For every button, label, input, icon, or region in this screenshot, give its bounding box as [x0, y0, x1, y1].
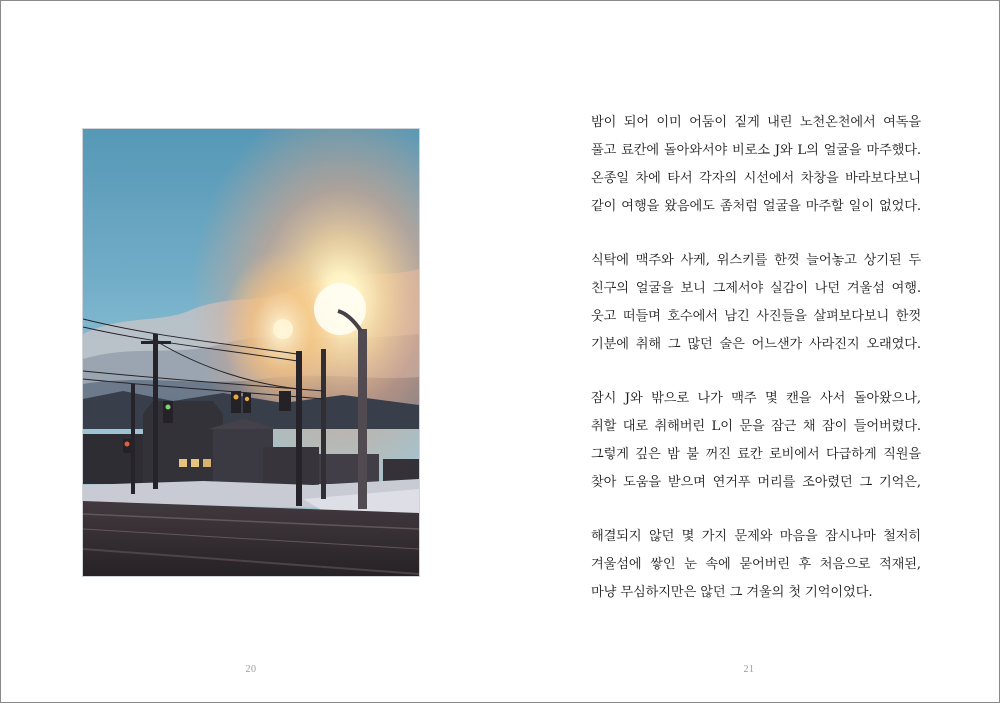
text-line: 식탁에 맥주와 사케, 위스키를 한껏 늘어놓고 상기된 두 [591, 253, 921, 268]
text-line: 웃고 떠들며 호수에서 남긴 사진들을 살펴보다보니 한껏 [591, 309, 921, 324]
text-line: 마냥 무심하지만은 않던 그 겨울의 첫 기억이었다. [591, 585, 873, 600]
text-line: 친구의 얼굴을 보니 그제서야 실감이 나던 겨울섬 여행. [591, 281, 921, 296]
page-number-left: 20 [245, 664, 257, 675]
text-line: 해결되지 않던 몇 가지 문제와 마음을 잠시나마 철저히 [591, 529, 921, 544]
paragraph-4 [591, 523, 921, 607]
paragraph-1 [591, 109, 921, 221]
dusk-street-photo [83, 129, 419, 576]
text-line: 그렇게 깊은 밤 불 꺼진 료칸 로비에서 다급하게 직원을 [591, 447, 921, 462]
text-line: 풀고 료칸에 돌아와서야 비로소 J와 L의 얼굴을 마주했다. [591, 143, 921, 158]
text-line: 같이 여행을 왔음에도 좀처럼 얼굴을 마주할 일이 없었다. [591, 199, 921, 214]
text-line: 겨울섬에 쌓인 눈 속에 묻어버린 후 처음으로 적재된, [591, 557, 921, 572]
text-line: 잠시 J와 밖으로 나가 맥주 몇 캔을 사서 돌아왔으나, [591, 391, 921, 406]
text-line: 기분에 취해 그 많던 술은 어느샌가 사라진지 오래였다. [591, 337, 921, 352]
paragraph-2 [591, 247, 921, 359]
text-line: 온종일 차에 타서 각자의 시선에서 차창을 바라보다보니 [591, 171, 921, 186]
body-text [591, 109, 921, 633]
text-line: 밤이 되어 이미 어둠이 짙게 내린 노천온천에서 여독을 [591, 115, 921, 130]
left-page [1, 1, 501, 704]
right-page [501, 1, 1000, 704]
paragraph-3 [591, 385, 921, 497]
page-number-right: 21 [743, 664, 755, 675]
text-line: 찾아 도움을 받으며 연거푸 머리를 조아렸던 그 기억은, [591, 475, 921, 490]
text-line: 취할 대로 취해버린 L이 문을 잠근 채 잠이 들어버렸다. [591, 419, 921, 434]
